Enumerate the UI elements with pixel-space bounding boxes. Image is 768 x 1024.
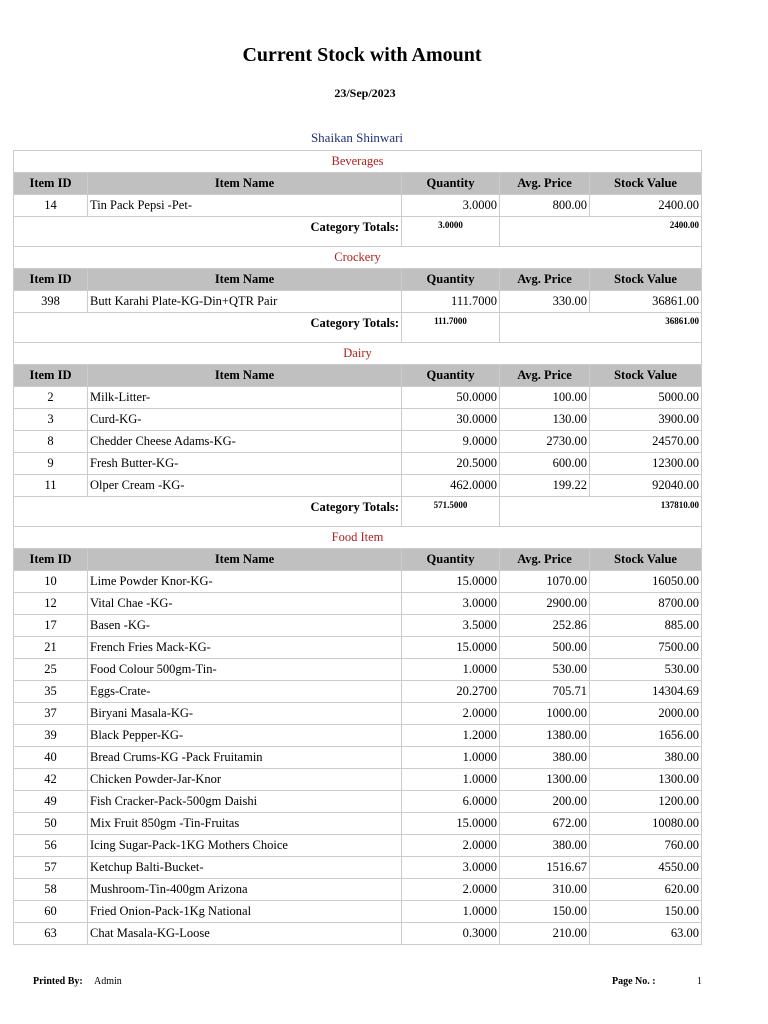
item-quantity: 1.0000 bbox=[402, 747, 500, 769]
item-id: 12 bbox=[14, 593, 88, 615]
item-avg-price: 100.00 bbox=[500, 387, 590, 409]
item-name: Curd-KG- bbox=[88, 409, 402, 431]
column-header-row bbox=[14, 549, 702, 571]
category-name: Crockery bbox=[14, 247, 702, 269]
item-stock-value: 885.00 bbox=[590, 615, 702, 637]
item-avg-price: 600.00 bbox=[500, 453, 590, 475]
item-name: Biryani Masala-KG- bbox=[88, 703, 402, 725]
item-id: 3 bbox=[14, 409, 88, 431]
item-avg-price: 252.86 bbox=[500, 615, 590, 637]
stock-table bbox=[13, 150, 702, 945]
category-header-row bbox=[14, 527, 702, 549]
item-avg-price: 310.00 bbox=[500, 879, 590, 901]
item-name: Mix Fruit 850gm -Tin-Fruitas bbox=[88, 813, 402, 835]
table-row bbox=[14, 431, 702, 453]
item-stock-value: 5000.00 bbox=[590, 387, 702, 409]
table-row bbox=[14, 879, 702, 901]
item-avg-price: 1516.67 bbox=[500, 857, 590, 879]
item-avg-price: 1300.00 bbox=[500, 769, 590, 791]
item-name: French Fries Mack-KG- bbox=[88, 637, 402, 659]
category-header-row bbox=[14, 343, 702, 365]
table-row bbox=[14, 195, 702, 217]
table-row bbox=[14, 409, 702, 431]
item-avg-price: 800.00 bbox=[500, 195, 590, 217]
item-quantity: 50.0000 bbox=[402, 387, 500, 409]
column-header-row bbox=[14, 269, 702, 291]
item-stock-value: 10080.00 bbox=[590, 813, 702, 835]
item-avg-price: 199.22 bbox=[500, 475, 590, 497]
item-quantity: 20.2700 bbox=[402, 681, 500, 703]
item-name: Ketchup Balti-Bucket- bbox=[88, 857, 402, 879]
item-name: Lime Powder Knor-KG- bbox=[88, 571, 402, 593]
item-id: 9 bbox=[14, 453, 88, 475]
item-quantity: 15.0000 bbox=[402, 813, 500, 835]
item-stock-value: 380.00 bbox=[590, 747, 702, 769]
stock-value-header: Stock Value bbox=[590, 549, 702, 571]
item-avg-price: 2730.00 bbox=[500, 431, 590, 453]
item-quantity: 3.0000 bbox=[402, 857, 500, 879]
branch-name: Shaikan Shinwari bbox=[310, 130, 404, 145]
table-row bbox=[14, 615, 702, 637]
item-avg-price: 1380.00 bbox=[500, 725, 590, 747]
category-name: Beverages bbox=[14, 151, 702, 173]
table-row bbox=[14, 747, 702, 769]
item-id: 63 bbox=[14, 923, 88, 945]
category-header-row bbox=[14, 151, 702, 173]
item-quantity: 1.0000 bbox=[402, 769, 500, 791]
stock-value-header: Stock Value bbox=[590, 365, 702, 387]
item-id: 42 bbox=[14, 769, 88, 791]
item-id: 49 bbox=[14, 791, 88, 813]
item-stock-value: 760.00 bbox=[590, 835, 702, 857]
category-totals-row bbox=[14, 497, 702, 527]
item-stock-value: 1656.00 bbox=[590, 725, 702, 747]
category-total-quantity: 571.5000 bbox=[402, 497, 500, 527]
item-id-header: Item ID bbox=[14, 549, 88, 571]
item-name: Chat Masala-KG-Loose bbox=[88, 923, 402, 945]
quantity-header: Quantity bbox=[402, 549, 500, 571]
table-row bbox=[14, 571, 702, 593]
item-id: 11 bbox=[14, 475, 88, 497]
page-number-label: Page No. : bbox=[612, 976, 656, 987]
item-name: Fresh Butter-KG- bbox=[88, 453, 402, 475]
item-avg-price: 500.00 bbox=[500, 637, 590, 659]
item-name: Bread Crums-KG -Pack Fruitamin bbox=[88, 747, 402, 769]
table-row bbox=[14, 769, 702, 791]
category-header-row bbox=[14, 247, 702, 269]
category-totals-label: Category Totals: bbox=[14, 313, 402, 343]
table-row bbox=[14, 857, 702, 879]
item-id-header: Item ID bbox=[14, 365, 88, 387]
table-row bbox=[14, 387, 702, 409]
item-id: 21 bbox=[14, 637, 88, 659]
item-name-header: Item Name bbox=[88, 173, 402, 195]
category-total-quantity: 3.0000 bbox=[402, 217, 500, 247]
item-id: 35 bbox=[14, 681, 88, 703]
item-avg-price: 380.00 bbox=[500, 835, 590, 857]
item-id: 2 bbox=[14, 387, 88, 409]
item-quantity: 15.0000 bbox=[402, 637, 500, 659]
item-quantity: 2.0000 bbox=[402, 703, 500, 725]
item-id: 39 bbox=[14, 725, 88, 747]
item-avg-price: 150.00 bbox=[500, 901, 590, 923]
item-avg-price: 672.00 bbox=[500, 813, 590, 835]
stock-value-header: Stock Value bbox=[590, 269, 702, 291]
item-stock-value: 1300.00 bbox=[590, 769, 702, 791]
category-total-value: 36861.00 bbox=[500, 313, 702, 343]
item-name: Icing Sugar-Pack-1KG Mothers Choice bbox=[88, 835, 402, 857]
table-row bbox=[14, 813, 702, 835]
item-id: 58 bbox=[14, 879, 88, 901]
printed-by-label: Printed By: bbox=[33, 976, 83, 987]
category-name: Food Item bbox=[14, 527, 702, 549]
category-totals-label: Category Totals: bbox=[14, 217, 402, 247]
item-stock-value: 8700.00 bbox=[590, 593, 702, 615]
report-date: 23/Sep/2023 bbox=[334, 86, 396, 100]
table-row bbox=[14, 901, 702, 923]
item-avg-price: 130.00 bbox=[500, 409, 590, 431]
item-quantity: 1.0000 bbox=[402, 659, 500, 681]
item-id: 17 bbox=[14, 615, 88, 637]
item-name-header: Item Name bbox=[88, 365, 402, 387]
avg-price-header: Avg. Price bbox=[500, 549, 590, 571]
item-stock-value: 1200.00 bbox=[590, 791, 702, 813]
item-quantity: 2.0000 bbox=[402, 835, 500, 857]
item-name: Olper Cream -KG- bbox=[88, 475, 402, 497]
item-avg-price: 2900.00 bbox=[500, 593, 590, 615]
item-name-header: Item Name bbox=[88, 269, 402, 291]
item-avg-price: 210.00 bbox=[500, 923, 590, 945]
avg-price-header: Avg. Price bbox=[500, 173, 590, 195]
item-quantity: 1.0000 bbox=[402, 901, 500, 923]
table-row bbox=[14, 835, 702, 857]
item-quantity: 9.0000 bbox=[402, 431, 500, 453]
column-header-row bbox=[14, 365, 702, 387]
category-total-value: 137810.00 bbox=[500, 497, 702, 527]
item-stock-value: 150.00 bbox=[590, 901, 702, 923]
item-id: 57 bbox=[14, 857, 88, 879]
item-name: Fried Onion-Pack-1Kg National bbox=[88, 901, 402, 923]
category-total-quantity: 111.7000 bbox=[402, 313, 500, 343]
item-stock-value: 12300.00 bbox=[590, 453, 702, 475]
column-header-row bbox=[14, 173, 702, 195]
item-stock-value: 24570.00 bbox=[590, 431, 702, 453]
stock-value-header: Stock Value bbox=[590, 173, 702, 195]
table-row bbox=[14, 637, 702, 659]
item-quantity: 3.0000 bbox=[402, 593, 500, 615]
report-title: Current Stock with Amount bbox=[242, 44, 482, 66]
item-quantity: 15.0000 bbox=[402, 571, 500, 593]
item-stock-value: 36861.00 bbox=[590, 291, 702, 313]
item-name: Milk-Litter- bbox=[88, 387, 402, 409]
table-row bbox=[14, 703, 702, 725]
item-stock-value: 2000.00 bbox=[590, 703, 702, 725]
avg-price-header: Avg. Price bbox=[500, 269, 590, 291]
item-quantity: 1.2000 bbox=[402, 725, 500, 747]
item-name: Black Pepper-KG- bbox=[88, 725, 402, 747]
item-quantity: 2.0000 bbox=[402, 879, 500, 901]
item-quantity: 0.3000 bbox=[402, 923, 500, 945]
item-stock-value: 14304.69 bbox=[590, 681, 702, 703]
item-id: 8 bbox=[14, 431, 88, 453]
page-number: 1 bbox=[697, 976, 702, 987]
item-stock-value: 7500.00 bbox=[590, 637, 702, 659]
item-name: Vital Chae -KG- bbox=[88, 593, 402, 615]
category-totals-row bbox=[14, 217, 702, 247]
item-avg-price: 200.00 bbox=[500, 791, 590, 813]
item-avg-price: 530.00 bbox=[500, 659, 590, 681]
category-totals-row bbox=[14, 313, 702, 343]
item-name: Basen -KG- bbox=[88, 615, 402, 637]
category-name: Dairy bbox=[14, 343, 702, 365]
item-quantity: 20.5000 bbox=[402, 453, 500, 475]
avg-price-header: Avg. Price bbox=[500, 365, 590, 387]
item-quantity: 3.0000 bbox=[402, 195, 500, 217]
item-quantity: 6.0000 bbox=[402, 791, 500, 813]
item-id: 50 bbox=[14, 813, 88, 835]
item-avg-price: 1070.00 bbox=[500, 571, 590, 593]
item-name: Food Colour 500gm-Tin- bbox=[88, 659, 402, 681]
item-name: Butt Karahi Plate-KG-Din+QTR Pair bbox=[88, 291, 402, 313]
item-id: 37 bbox=[14, 703, 88, 725]
item-name: Tin Pack Pepsi -Pet- bbox=[88, 195, 402, 217]
table-row bbox=[14, 659, 702, 681]
item-name: Eggs-Crate- bbox=[88, 681, 402, 703]
item-stock-value: 530.00 bbox=[590, 659, 702, 681]
item-id: 40 bbox=[14, 747, 88, 769]
item-stock-value: 63.00 bbox=[590, 923, 702, 945]
item-stock-value: 2400.00 bbox=[590, 195, 702, 217]
table-row bbox=[14, 725, 702, 747]
item-name: Fish Cracker-Pack-500gm Daishi bbox=[88, 791, 402, 813]
item-name: Chedder Cheese Adams-KG- bbox=[88, 431, 402, 453]
item-id-header: Item ID bbox=[14, 173, 88, 195]
item-avg-price: 330.00 bbox=[500, 291, 590, 313]
item-stock-value: 16050.00 bbox=[590, 571, 702, 593]
item-id: 60 bbox=[14, 901, 88, 923]
item-id-header: Item ID bbox=[14, 269, 88, 291]
item-id: 56 bbox=[14, 835, 88, 857]
table-row bbox=[14, 475, 702, 497]
table-row bbox=[14, 453, 702, 475]
item-stock-value: 620.00 bbox=[590, 879, 702, 901]
quantity-header: Quantity bbox=[402, 173, 500, 195]
item-id: 10 bbox=[14, 571, 88, 593]
item-name: Chicken Powder-Jar-Knor bbox=[88, 769, 402, 791]
table-row bbox=[14, 593, 702, 615]
category-totals-label: Category Totals: bbox=[14, 497, 402, 527]
item-stock-value: 4550.00 bbox=[590, 857, 702, 879]
printed-by-value: Admin bbox=[94, 976, 122, 987]
item-id: 25 bbox=[14, 659, 88, 681]
item-quantity: 462.0000 bbox=[402, 475, 500, 497]
category-total-value: 2400.00 bbox=[500, 217, 702, 247]
item-avg-price: 1000.00 bbox=[500, 703, 590, 725]
item-name: Mushroom-Tin-400gm Arizona bbox=[88, 879, 402, 901]
item-id: 14 bbox=[14, 195, 88, 217]
item-stock-value: 3900.00 bbox=[590, 409, 702, 431]
item-name-header: Item Name bbox=[88, 549, 402, 571]
table-row bbox=[14, 291, 702, 313]
item-quantity: 111.7000 bbox=[402, 291, 500, 313]
quantity-header: Quantity bbox=[402, 365, 500, 387]
item-avg-price: 705.71 bbox=[500, 681, 590, 703]
table-row bbox=[14, 923, 702, 945]
table-row bbox=[14, 681, 702, 703]
item-stock-value: 92040.00 bbox=[590, 475, 702, 497]
item-id: 398 bbox=[14, 291, 88, 313]
item-quantity: 30.0000 bbox=[402, 409, 500, 431]
table-row bbox=[14, 791, 702, 813]
item-avg-price: 380.00 bbox=[500, 747, 590, 769]
item-quantity: 3.5000 bbox=[402, 615, 500, 637]
quantity-header: Quantity bbox=[402, 269, 500, 291]
